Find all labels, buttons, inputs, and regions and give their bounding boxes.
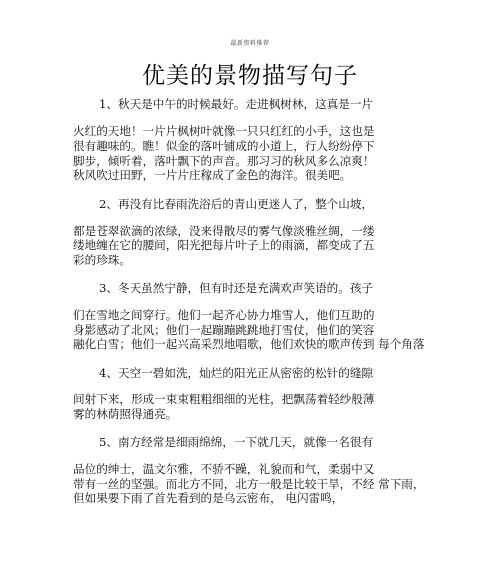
paragraph-2-line-3: 缕地缠在它的腰间，阳光把每片叶子上的雨滴，都变成了五 (73, 238, 375, 252)
paragraph-1-line-4: 脚步，倾听着，落叶飘下的声音。那习习的秋风多么凉爽！ (73, 154, 375, 168)
paragraph-2-line-2: 都是苍翠欲滴的浓绿，没来得散尽的雾气像淡雅丝绸，一缕 (73, 224, 375, 238)
paragraph-3-line-3: 身影感动了北风；他们一起蹦蹦跳跳地打雪仗，他们的笑容 (73, 323, 375, 337)
paragraph-1-line-3: 很有趣味的。瞧！似金的落叶铺成的小道上，行人纷纷停下 (73, 139, 375, 153)
header-note: 最新资料推荐 (230, 40, 270, 47)
paragraph-4-line-1: 4、天空一碧如洗，灿烂的阳光正从密密的松针的缝隙 (99, 366, 374, 380)
paragraph-3-line-4: 融化白雪；他们一起兴高采烈地唱歌，他们欢快的歌声传到 每个角落 (73, 337, 425, 351)
paragraph-5-line-3: 带有一丝的坚强。而北方不同，北方一般是比较干旱，不经 常下雨， (73, 477, 425, 491)
paragraph-5-line-2: 品位的绅士，温文尔雅，不骄不躁，礼貌而和气，柔弱中又 (73, 462, 375, 476)
paragraph-1-line-2: 火红的天地！一片片枫树叶就像一只只红红的小手，这也是 (73, 124, 375, 138)
paragraph-2-line-1: 2、再没有比春雨洗浴后的青山更迷人了，整个山坡， (99, 197, 374, 211)
paragraph-5-line-1: 5、南方经常是细雨绵绵，一下就几天，就像一名很有 (99, 435, 374, 449)
paragraph-3-line-1: 3、冬天虽然宁静，但有时还是充满欢声笑语的。孩子 (99, 281, 374, 295)
page-title: 优美的景物描写句子 (142, 63, 358, 89)
paragraph-5-line-4: 但如果要下雨了首先看到的是乌云密布， 电闪雷鸣， (73, 491, 344, 505)
paragraph-4-line-2: 间射下来，形成一束束粗粗细细的光柱，把飘荡着轻纱般薄 (73, 392, 375, 406)
paragraph-3-line-2: 们在雪地之间穿行。他们一起齐心协力堆雪人，他们互助的 (73, 308, 375, 322)
paragraph-2-line-4: 彩的珍珠。 (73, 253, 131, 267)
paragraph-1-line-1: 1、秋天是中午的时候最好。走进枫树林，这真是一片 (99, 97, 374, 111)
paragraph-4-line-3: 雾的林荫照得通亮。 (73, 407, 178, 421)
paragraph-1-line-5: 秋风吹过田野，一片片庄稼成了金色的海洋。很美吧。 (73, 168, 352, 182)
